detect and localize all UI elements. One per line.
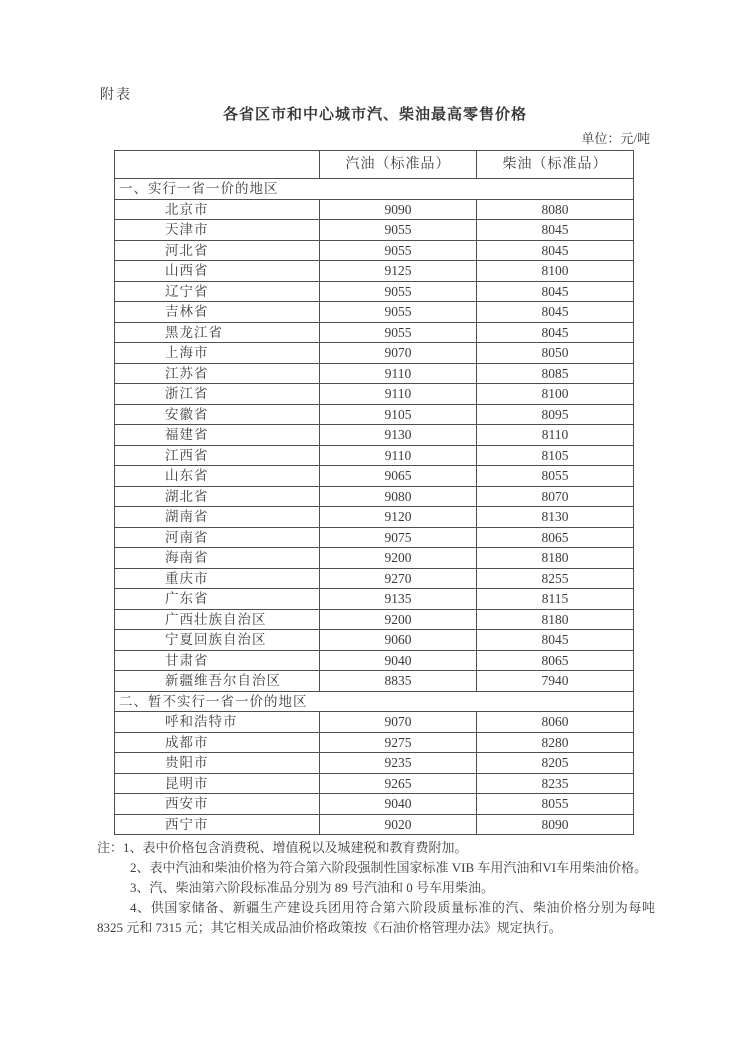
gasoline-price-cell: 9105 (320, 404, 477, 425)
region-cell: 江苏省 (115, 363, 320, 384)
note-line: 4、供国家储备、新疆生产建设兵团用符合第六阶段质量标准的汽、柴油价格分别为每吨 8325 元和 7315 元；其它相关成品油价格政策按《石油价格管理办法》规定执行。 (97, 900, 655, 935)
table-row (115, 220, 634, 241)
region-cell: 宁夏回族自治区 (115, 630, 320, 651)
table-row (115, 589, 634, 610)
gasoline-price-cell: 9275 (320, 732, 477, 753)
price-table (114, 150, 634, 835)
section-heading: 二、暂不实行一省一价的地区 (115, 691, 634, 712)
gasoline-price-cell: 9130 (320, 425, 477, 446)
diesel-price-cell: 8130 (477, 507, 634, 528)
table-row (115, 794, 634, 815)
table-row (115, 548, 634, 569)
diesel-price-cell: 8045 (477, 302, 634, 323)
table-row (115, 281, 634, 302)
diesel-price-cell: 8105 (477, 445, 634, 466)
gasoline-price-cell: 9200 (320, 548, 477, 569)
diesel-price-cell: 8045 (477, 322, 634, 343)
gasoline-price-cell: 9060 (320, 630, 477, 651)
gasoline-price-cell: 9110 (320, 445, 477, 466)
table-row (115, 302, 634, 323)
table-row (115, 384, 634, 405)
diesel-price-cell: 8110 (477, 425, 634, 446)
table-row (115, 240, 634, 261)
region-cell: 广东省 (115, 589, 320, 610)
table-row (115, 671, 634, 692)
region-cell: 呼和浩特市 (115, 712, 320, 733)
diesel-price-cell: 8205 (477, 753, 634, 774)
diesel-price-cell: 8060 (477, 712, 634, 733)
gasoline-price-cell: 9055 (320, 240, 477, 261)
header-row (115, 151, 634, 179)
gasoline-price-cell: 9075 (320, 527, 477, 548)
gasoline-price-cell: 9065 (320, 466, 477, 487)
table-row (115, 609, 634, 630)
table-row (115, 363, 634, 384)
region-cell: 成都市 (115, 732, 320, 753)
region-cell: 黑龙江省 (115, 322, 320, 343)
table-row (115, 527, 634, 548)
table-row (115, 630, 634, 651)
header-gasoline: 汽油（标准品） (320, 151, 477, 179)
region-cell: 安徽省 (115, 404, 320, 425)
table-row (115, 486, 634, 507)
table-row (115, 814, 634, 835)
diesel-price-cell: 8080 (477, 199, 634, 220)
table-row (115, 466, 634, 487)
table-row (115, 343, 634, 364)
gasoline-price-cell: 9020 (320, 814, 477, 835)
gasoline-price-cell: 9055 (320, 322, 477, 343)
gasoline-price-cell: 9040 (320, 794, 477, 815)
region-cell: 重庆市 (115, 568, 320, 589)
region-cell: 广西壮族自治区 (115, 609, 320, 630)
gasoline-price-cell: 9200 (320, 609, 477, 630)
diesel-price-cell: 8255 (477, 568, 634, 589)
diesel-price-cell: 8095 (477, 404, 634, 425)
gasoline-price-cell: 9110 (320, 384, 477, 405)
gasoline-price-cell: 9235 (320, 753, 477, 774)
diesel-price-cell: 8045 (477, 220, 634, 241)
diesel-price-cell: 8045 (477, 240, 634, 261)
table-row (115, 650, 634, 671)
region-cell: 山东省 (115, 466, 320, 487)
header-region (115, 151, 320, 179)
gasoline-price-cell: 9090 (320, 199, 477, 220)
gasoline-price-cell: 9110 (320, 363, 477, 384)
gasoline-price-cell: 9070 (320, 343, 477, 364)
header-diesel: 柴油（标准品） (477, 151, 634, 179)
note-line: 3、汽、柴油第六阶段标准品分别为 89 号汽油和 0 号车用柴油。 (130, 880, 495, 895)
notes (97, 838, 655, 938)
region-cell: 湖南省 (115, 507, 320, 528)
region-cell: 上海市 (115, 343, 320, 364)
region-cell: 海南省 (115, 548, 320, 569)
diesel-price-cell: 8070 (477, 486, 634, 507)
diesel-price-cell: 8100 (477, 261, 634, 282)
region-cell: 浙江省 (115, 384, 320, 405)
table-row (115, 568, 634, 589)
diesel-price-cell: 8090 (477, 814, 634, 835)
note-line: 注：1、表中价格包含消费税、增值税以及城建税和教育费附加。 (97, 840, 468, 855)
section-heading: 一、实行一省一价的地区 (115, 179, 634, 200)
diesel-price-cell: 8055 (477, 794, 634, 815)
region-cell: 河南省 (115, 527, 320, 548)
gasoline-price-cell: 9080 (320, 486, 477, 507)
diesel-price-cell: 8280 (477, 732, 634, 753)
region-cell: 辽宁省 (115, 281, 320, 302)
gasoline-price-cell: 9125 (320, 261, 477, 282)
region-cell: 湖北省 (115, 486, 320, 507)
price-table-body (115, 179, 634, 835)
gasoline-price-cell: 9135 (320, 589, 477, 610)
diesel-price-cell: 8180 (477, 548, 634, 569)
diesel-price-cell: 8045 (477, 281, 634, 302)
diesel-price-cell: 8050 (477, 343, 634, 364)
region-cell: 昆明市 (115, 773, 320, 794)
unit-label: 单位：元/吨 (581, 131, 650, 146)
table-row (115, 732, 634, 753)
diesel-price-cell: 8100 (477, 384, 634, 405)
region-cell: 西安市 (115, 794, 320, 815)
diesel-price-cell: 8180 (477, 609, 634, 630)
diesel-price-cell: 7940 (477, 671, 634, 692)
price-table-header (115, 151, 634, 179)
table-row (115, 261, 634, 282)
region-cell: 河北省 (115, 240, 320, 261)
section-heading-row (115, 179, 634, 200)
gasoline-price-cell: 9265 (320, 773, 477, 794)
region-cell: 甘肃省 (115, 650, 320, 671)
table-row (115, 404, 634, 425)
gasoline-price-cell: 9055 (320, 281, 477, 302)
table-row (115, 322, 634, 343)
note-line: 2、表中汽油和柴油价格为符合第六阶段强制性国家标准 VIB 车用汽油和VI车用柴油价格。 (130, 860, 648, 875)
gasoline-price-cell: 8835 (320, 671, 477, 692)
region-cell: 新疆维吾尔自治区 (115, 671, 320, 692)
diesel-price-cell: 8055 (477, 466, 634, 487)
region-cell: 贵阳市 (115, 753, 320, 774)
table-row (115, 425, 634, 446)
diesel-price-cell: 8115 (477, 589, 634, 610)
diesel-price-cell: 8065 (477, 527, 634, 548)
region-cell: 天津市 (115, 220, 320, 241)
appendix-label: 附表 (100, 88, 132, 103)
page-title: 各省区市和中心城市汽、柴油最高零售价格 (222, 107, 527, 123)
gasoline-price-cell: 9070 (320, 712, 477, 733)
table-row (115, 712, 634, 733)
section-heading-row (115, 691, 634, 712)
diesel-price-cell: 8065 (477, 650, 634, 671)
region-cell: 吉林省 (115, 302, 320, 323)
region-cell: 江西省 (115, 445, 320, 466)
region-cell: 北京市 (115, 199, 320, 220)
region-cell: 山西省 (115, 261, 320, 282)
diesel-price-cell: 8045 (477, 630, 634, 651)
gasoline-price-cell: 9055 (320, 302, 477, 323)
diesel-price-cell: 8085 (477, 363, 634, 384)
diesel-price-cell: 8235 (477, 773, 634, 794)
gasoline-price-cell: 9120 (320, 507, 477, 528)
table-row (115, 199, 634, 220)
gasoline-price-cell: 9270 (320, 568, 477, 589)
table-row (115, 445, 634, 466)
gasoline-price-cell: 9040 (320, 650, 477, 671)
table-row (115, 773, 634, 794)
table-row (115, 753, 634, 774)
region-cell: 西宁市 (115, 814, 320, 835)
region-cell: 福建省 (115, 425, 320, 446)
table-row (115, 507, 634, 528)
gasoline-price-cell: 9055 (320, 220, 477, 241)
